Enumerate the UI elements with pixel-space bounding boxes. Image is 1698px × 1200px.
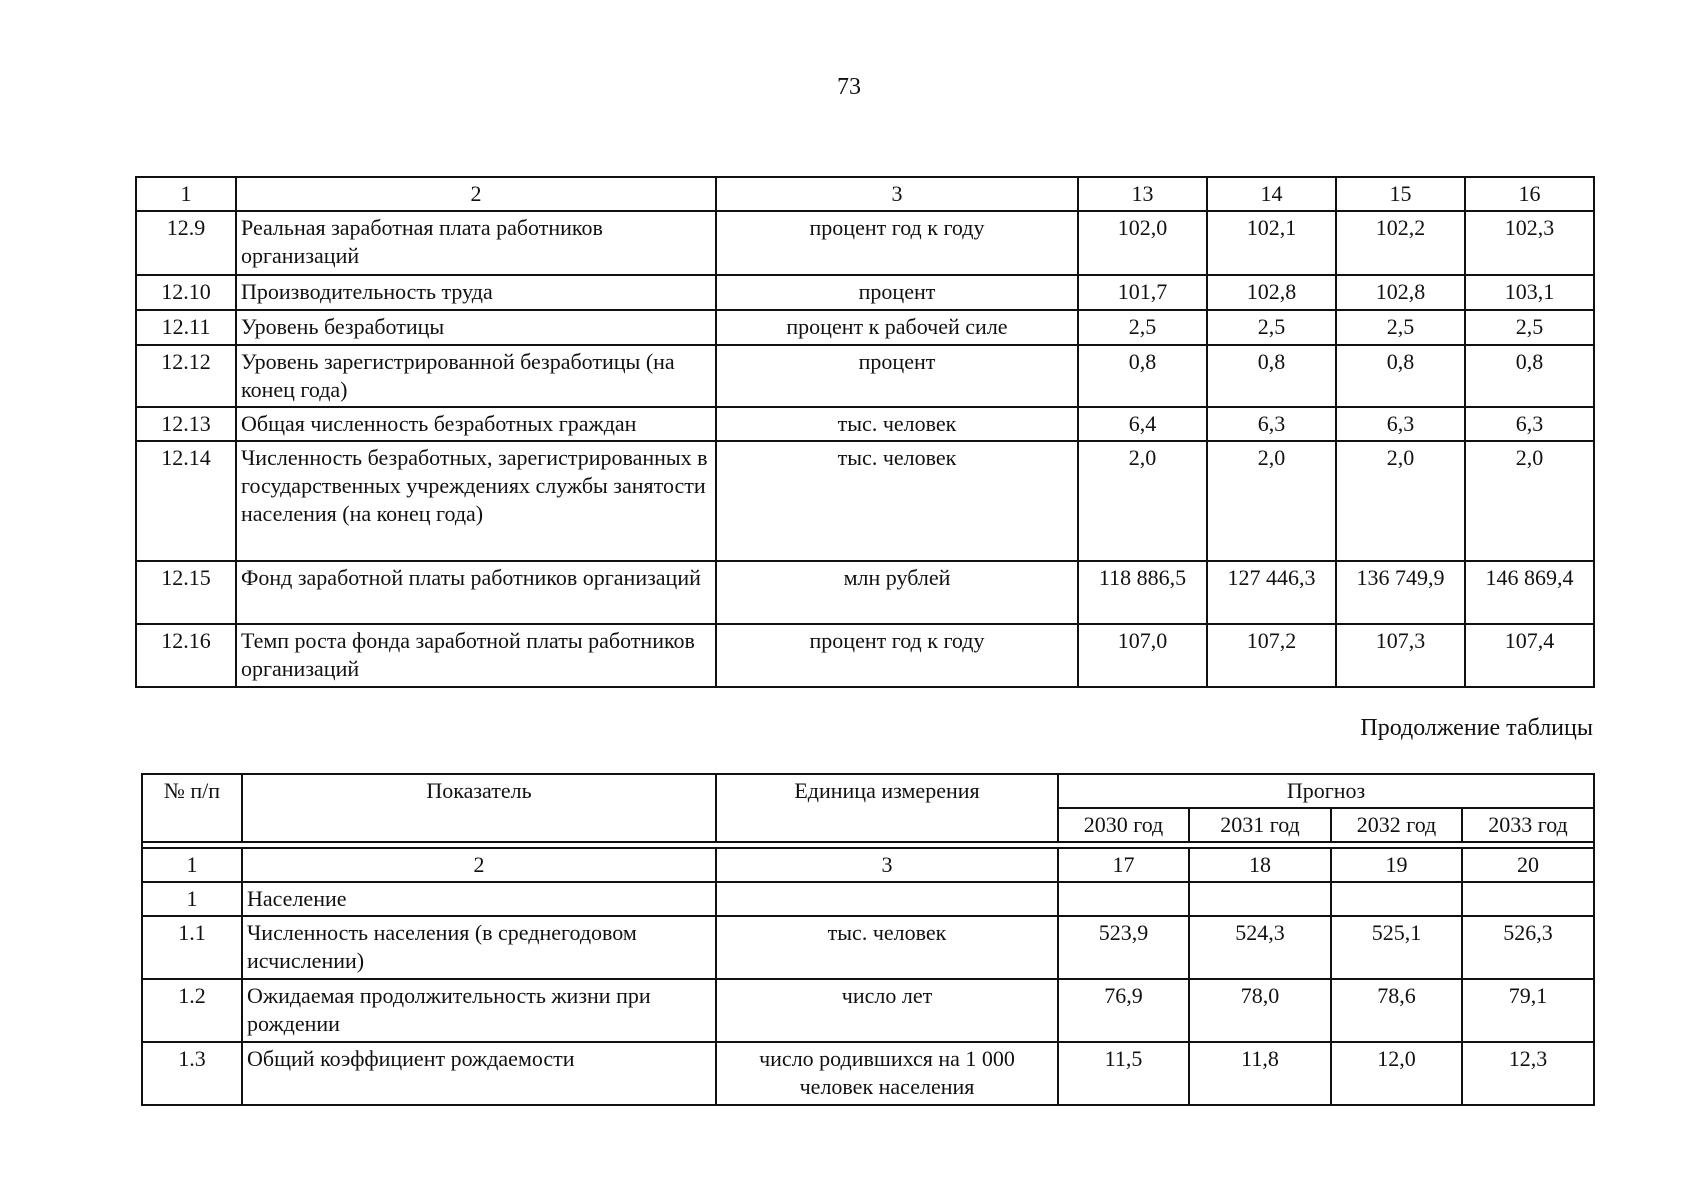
unit-of-measure: процент год к году	[716, 211, 1078, 275]
row-number: 12.10	[136, 275, 236, 310]
indicators-table-bottom	[141, 773, 1595, 1106]
value-cell: 102,2	[1336, 211, 1465, 275]
value-cell: 2,5	[1207, 310, 1336, 345]
continuation-label: Продолжение таблицы	[1360, 715, 1593, 741]
value-cell: 102,8	[1336, 275, 1465, 310]
year-header: 2030 год	[1058, 808, 1189, 842]
value-cell: 2,5	[1465, 310, 1594, 345]
value-cell: 118 886,5	[1078, 561, 1207, 624]
value-cell	[1331, 882, 1462, 916]
table-row	[136, 275, 1594, 310]
value-cell: 524,3	[1189, 916, 1331, 979]
value-cell: 101,7	[1078, 275, 1207, 310]
indicator-name: Общая численность безработных граждан	[236, 407, 716, 441]
column-number-header: 3	[716, 177, 1078, 211]
value-cell: 102,0	[1078, 211, 1207, 275]
table-row	[136, 561, 1594, 624]
value-cell	[1058, 882, 1189, 916]
value-cell: 2,5	[1078, 310, 1207, 345]
value-cell: 12,0	[1331, 1042, 1462, 1105]
value-cell: 127 446,3	[1207, 561, 1336, 624]
value-cell: 103,1	[1465, 275, 1594, 310]
column-number-header: 20	[1462, 848, 1594, 882]
value-cell: 6,3	[1465, 407, 1594, 441]
column-number-header: 1	[136, 177, 236, 211]
row-number: 12.12	[136, 345, 236, 407]
value-cell: 107,3	[1336, 624, 1465, 687]
value-cell: 136 749,9	[1336, 561, 1465, 624]
value-cell: 6,4	[1078, 407, 1207, 441]
value-cell: 0,8	[1078, 345, 1207, 407]
unit-of-measure: тыс. человек	[716, 441, 1078, 561]
value-cell: 6,3	[1336, 407, 1465, 441]
column-number-header: 15	[1336, 177, 1465, 211]
value-cell: 107,2	[1207, 624, 1336, 687]
value-cell	[1462, 882, 1594, 916]
table-row	[136, 310, 1594, 345]
unit-of-measure	[716, 882, 1058, 916]
column-number-header: 17	[1058, 848, 1189, 882]
value-cell: 12,3	[1462, 1042, 1594, 1105]
indicator-name: Общий коэффициент рождаемости	[242, 1042, 716, 1105]
row-number-header: № п/п	[142, 774, 242, 842]
unit-of-measure: млн рублей	[716, 561, 1078, 624]
value-cell: 11,8	[1189, 1042, 1331, 1105]
value-cell: 2,5	[1336, 310, 1465, 345]
unit-header: Единица измерения	[716, 774, 1058, 842]
table-row	[136, 441, 1594, 561]
value-cell: 2,0	[1465, 441, 1594, 561]
unit-of-measure: тыс. человек	[716, 916, 1058, 979]
table-row	[136, 624, 1594, 687]
indicator-name: Фонд заработной платы работников организаций	[236, 561, 716, 624]
column-number-header: 13	[1078, 177, 1207, 211]
value-cell: 146 869,4	[1465, 561, 1594, 624]
indicators-table-top	[135, 176, 1595, 688]
value-cell: 2,0	[1336, 441, 1465, 561]
row-number: 1.1	[142, 916, 242, 979]
indicator-name: Ожидаемая продолжительность жизни при рождении	[242, 979, 716, 1042]
value-cell: 525,1	[1331, 916, 1462, 979]
value-cell: 6,3	[1207, 407, 1336, 441]
row-number: 12.11	[136, 310, 236, 345]
column-number-header: 2	[242, 848, 716, 882]
year-header: 2033 год	[1462, 808, 1594, 842]
unit-of-measure: число родившихся на 1 000 человек населения	[716, 1042, 1058, 1105]
value-cell: 102,8	[1207, 275, 1336, 310]
column-number-header: 1	[142, 848, 242, 882]
column-number-header: 18	[1189, 848, 1331, 882]
unit-of-measure: процент	[716, 275, 1078, 310]
year-header: 2031 год	[1189, 808, 1331, 842]
table-row	[142, 1042, 1594, 1105]
column-number-header: 3	[716, 848, 1058, 882]
row-number: 1	[142, 882, 242, 916]
row-number: 1.3	[142, 1042, 242, 1105]
year-header: 2032 год	[1331, 808, 1462, 842]
row-number: 12.16	[136, 624, 236, 687]
indicator-name: Уровень безработицы	[236, 310, 716, 345]
unit-of-measure: число лет	[716, 979, 1058, 1042]
column-number-header: 19	[1331, 848, 1462, 882]
table-head-row	[142, 774, 1594, 808]
forecast-header: Прогноз	[1058, 774, 1594, 808]
value-cell: 2,0	[1078, 441, 1207, 561]
value-cell: 78,0	[1189, 979, 1331, 1042]
indicator-name: Численность населения (в среднегодовом исчислении)	[242, 916, 716, 979]
indicator-name: Численность безработных, зарегистрированных в государственных учреждениях службы занятости населения (на конец года)	[236, 441, 716, 561]
table-row	[142, 882, 1594, 916]
value-cell: 0,8	[1465, 345, 1594, 407]
value-cell: 11,5	[1058, 1042, 1189, 1105]
column-number-row	[136, 177, 1594, 211]
table-row	[142, 916, 1594, 979]
column-number-header: 14	[1207, 177, 1336, 211]
indicator-name: Уровень зарегистрированной безработицы (на конец года)	[236, 345, 716, 407]
row-number: 12.15	[136, 561, 236, 624]
row-number: 12.9	[136, 211, 236, 275]
unit-of-measure: процент год к году	[716, 624, 1078, 687]
value-cell	[1189, 882, 1331, 916]
page-number: 73	[837, 74, 861, 100]
value-cell: 107,0	[1078, 624, 1207, 687]
value-cell: 2,0	[1207, 441, 1336, 561]
indicator-name: Производительность труда	[236, 275, 716, 310]
value-cell: 79,1	[1462, 979, 1594, 1042]
table-row	[136, 345, 1594, 407]
value-cell: 107,4	[1465, 624, 1594, 687]
value-cell: 0,8	[1336, 345, 1465, 407]
value-cell: 526,3	[1462, 916, 1594, 979]
value-cell: 76,9	[1058, 979, 1189, 1042]
unit-of-measure: тыс. человек	[716, 407, 1078, 441]
table-row	[136, 211, 1594, 275]
column-number-row	[142, 848, 1594, 882]
unit-of-measure: процент	[716, 345, 1078, 407]
indicator-name: Темп роста фонда заработной платы работников организаций	[236, 624, 716, 687]
row-number: 12.13	[136, 407, 236, 441]
value-cell: 102,3	[1465, 211, 1594, 275]
unit-of-measure: процент к рабочей силе	[716, 310, 1078, 345]
indicator-name: Реальная заработная плата работников организаций	[236, 211, 716, 275]
value-cell: 102,1	[1207, 211, 1336, 275]
column-number-header: 2	[236, 177, 716, 211]
value-cell: 523,9	[1058, 916, 1189, 979]
indicator-header: Показатель	[242, 774, 716, 842]
value-cell: 78,6	[1331, 979, 1462, 1042]
value-cell: 0,8	[1207, 345, 1336, 407]
row-number: 12.14	[136, 441, 236, 561]
column-number-header: 16	[1465, 177, 1594, 211]
row-number: 1.2	[142, 979, 242, 1042]
table-row	[142, 979, 1594, 1042]
table-row	[136, 407, 1594, 441]
indicator-name: Население	[242, 882, 716, 916]
